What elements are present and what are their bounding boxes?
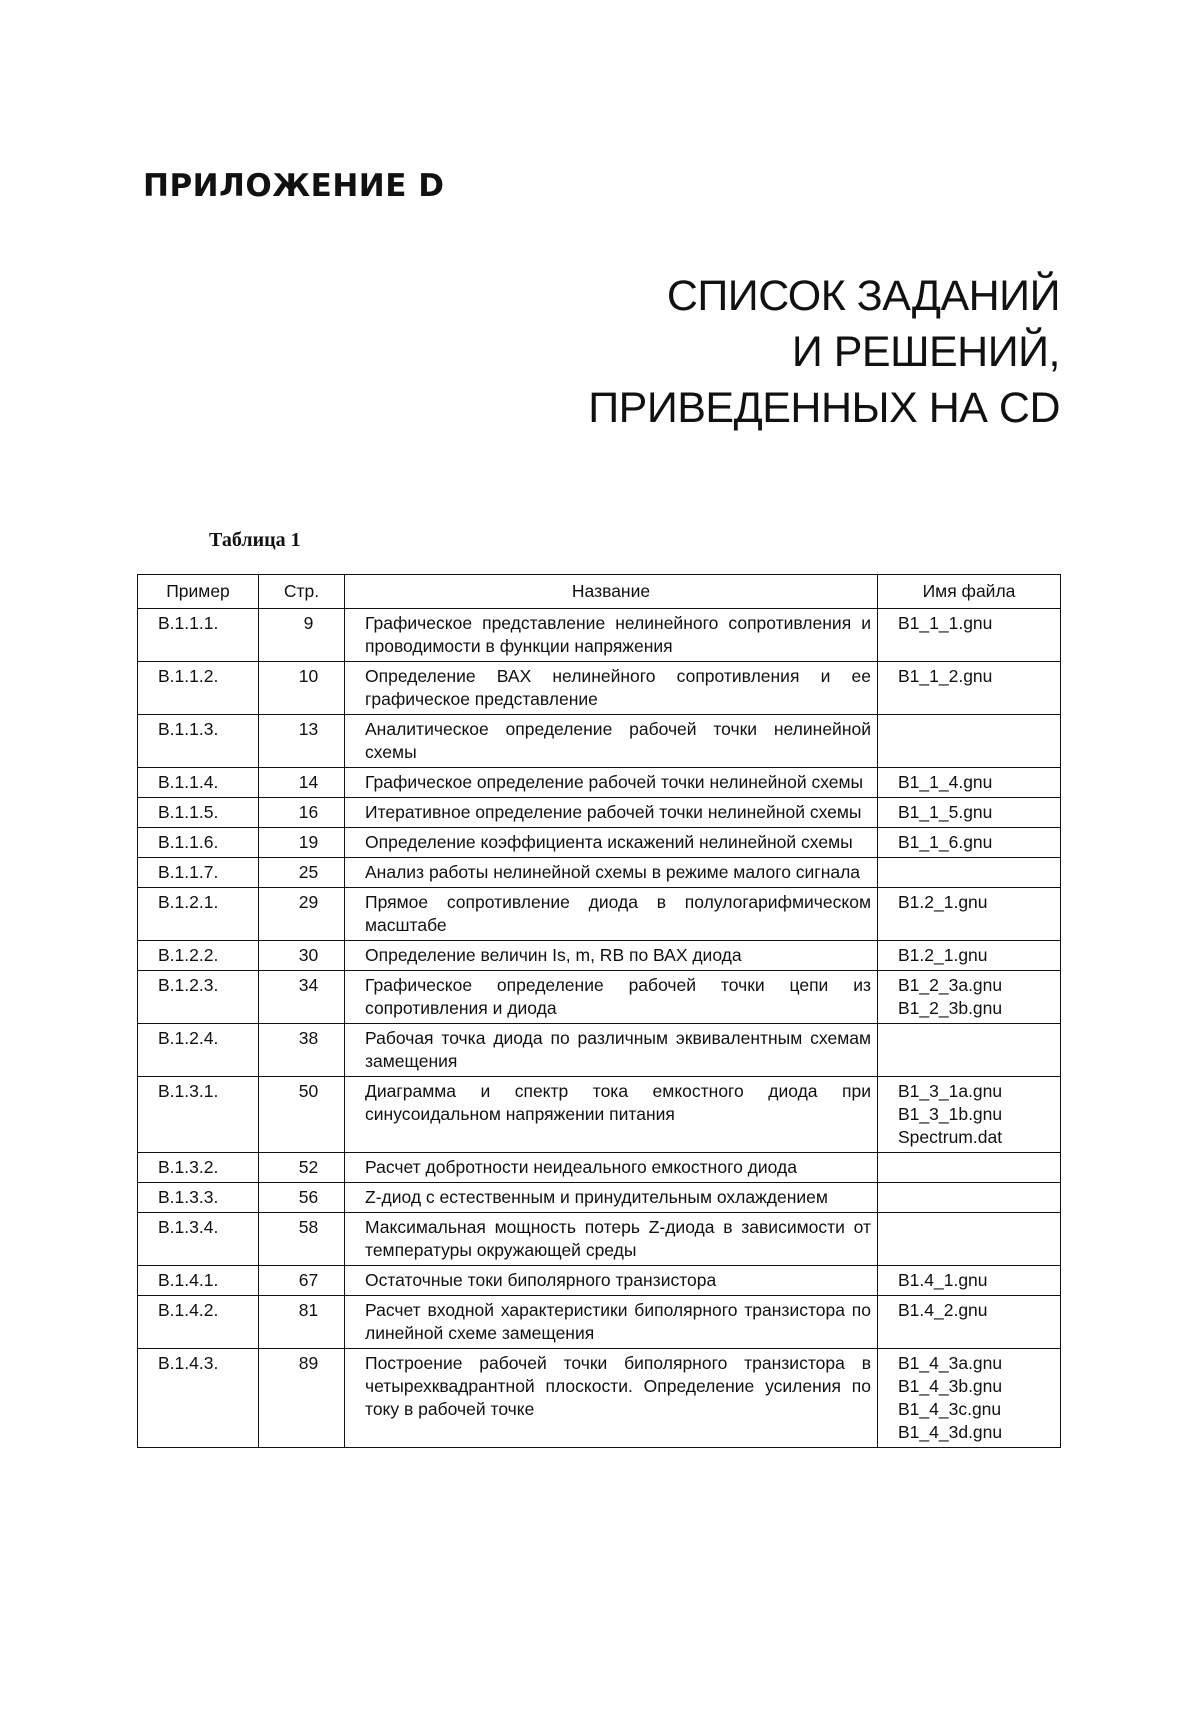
- cell-filename: [878, 1077, 1061, 1153]
- table-row: [138, 1213, 1061, 1266]
- cell-page: 16: [259, 798, 345, 828]
- cell-example: B.1.2.4.: [138, 1024, 259, 1077]
- header-example: Пример: [138, 575, 259, 609]
- cell-filename: [878, 1183, 1061, 1213]
- filename: B1_4_3b.gnu: [898, 1376, 1003, 1396]
- cell-example: B.1.1.3.: [138, 715, 259, 768]
- chapter-title: [588, 268, 1060, 436]
- cell-example: B.1.3.1.: [138, 1077, 259, 1153]
- filename: B1.4_1.gnu: [898, 1270, 988, 1290]
- cell-title: Z-диод с естественным и принудительным охлаждением: [345, 1183, 878, 1213]
- cell-filename: [878, 798, 1061, 828]
- cell-title: Максимальная мощность потерь Z-диода в зависимости от температуры окружающей среды: [345, 1213, 878, 1266]
- table-row: [138, 941, 1061, 971]
- cell-title: Расчет входной характеристики биполярного транзистора по линейной схеме замещения: [345, 1296, 878, 1349]
- cell-title: Остаточные токи биполярного транзистора: [345, 1266, 878, 1296]
- cell-page: 52: [259, 1153, 345, 1183]
- cell-page: 13: [259, 715, 345, 768]
- filename: B1_1_1.gnu: [898, 613, 993, 633]
- cell-page: 56: [259, 1183, 345, 1213]
- appendix-label: ПРИЛОЖЕНИЕ D: [143, 168, 445, 204]
- cell-filename: [878, 1153, 1061, 1183]
- cell-title: Определение коэффициента искажений нелинейной схемы: [345, 828, 878, 858]
- cell-example: B.1.1.4.: [138, 768, 259, 798]
- table-header-row: [138, 575, 1061, 609]
- table-row: [138, 828, 1061, 858]
- table-row: [138, 798, 1061, 828]
- cell-title: Прямое сопротивление диода в полулогарифмическом масштабе: [345, 888, 878, 941]
- header-filename: Имя файла: [878, 575, 1061, 609]
- cell-filename: [878, 941, 1061, 971]
- cell-title: Построение рабочей точки биполярного транзистора в четырехквадрантной плоскости. Определение усиления по току в рабочей точке: [345, 1349, 878, 1448]
- cell-page: 89: [259, 1349, 345, 1448]
- header-page: Стр.: [259, 575, 345, 609]
- cell-example: B.1.2.1.: [138, 888, 259, 941]
- cell-page: 81: [259, 1296, 345, 1349]
- cell-page: 58: [259, 1213, 345, 1266]
- cell-filename: [878, 888, 1061, 941]
- cell-example: B.1.1.6.: [138, 828, 259, 858]
- filename: B1_1_5.gnu: [898, 802, 993, 822]
- cell-example: B.1.3.2.: [138, 1153, 259, 1183]
- filename: B1_4_3d.gnu: [898, 1422, 1003, 1442]
- header-title: Название: [345, 575, 878, 609]
- table-body: [138, 609, 1061, 1448]
- cell-page: 34: [259, 971, 345, 1024]
- cell-page: 9: [259, 609, 345, 662]
- table-row: [138, 715, 1061, 768]
- cell-page: 29: [259, 888, 345, 941]
- cell-filename: [878, 1213, 1061, 1266]
- table-caption: Таблица 1: [209, 529, 301, 551]
- cell-title: Определение ВАХ нелинейного сопротивления и ее графическое представление: [345, 662, 878, 715]
- cell-page: 19: [259, 828, 345, 858]
- cell-example: B.1.4.2.: [138, 1296, 259, 1349]
- table-row: [138, 971, 1061, 1024]
- cell-title: Рабочая точка диода по различным эквивалентным схемам замещения: [345, 1024, 878, 1077]
- cell-filename: [878, 971, 1061, 1024]
- table-row: [138, 858, 1061, 888]
- cell-page: 25: [259, 858, 345, 888]
- cell-example: B.1.1.5.: [138, 798, 259, 828]
- cell-title: Итеративное определение рабочей точки нелинейной схемы: [345, 798, 878, 828]
- table-row: [138, 1024, 1061, 1077]
- cell-page: 38: [259, 1024, 345, 1077]
- cell-filename: [878, 1349, 1061, 1448]
- cell-example: B.1.4.3.: [138, 1349, 259, 1448]
- cell-example: B.1.3.4.: [138, 1213, 259, 1266]
- cell-title: Графическое определение рабочей точки нелинейной схемы: [345, 768, 878, 798]
- table-row: [138, 1077, 1061, 1153]
- chapter-title-line: И РЕШЕНИЙ,: [791, 328, 1060, 376]
- cell-page: 67: [259, 1266, 345, 1296]
- table-row: [138, 1183, 1061, 1213]
- cell-title: Анализ работы нелинейной схемы в режиме малого сигнала: [345, 858, 878, 888]
- filename: B1_3_1a.gnu: [898, 1081, 1003, 1101]
- filename: B1_4_3a.gnu: [898, 1353, 1003, 1373]
- filename: B1_2_3a.gnu: [898, 975, 1003, 995]
- cell-title: Определение величин Is, m, RB по ВАХ диода: [345, 941, 878, 971]
- filename: B1_1_4.gnu: [898, 772, 993, 792]
- cell-example: B.1.1.2.: [138, 662, 259, 715]
- cell-filename: [878, 609, 1061, 662]
- table-row: [138, 1349, 1061, 1448]
- filename: B1_2_3b.gnu: [898, 998, 1003, 1018]
- table-row: [138, 1153, 1061, 1183]
- filename: B1.2_1.gnu: [898, 892, 988, 912]
- cell-example: B.1.2.3.: [138, 971, 259, 1024]
- filename: B1_1_6.gnu: [898, 832, 993, 852]
- table-row: [138, 609, 1061, 662]
- filename: B1_3_1b.gnu: [898, 1104, 1003, 1124]
- cell-example: B.1.2.2.: [138, 941, 259, 971]
- cell-title: Аналитическое определение рабочей точки нелинейной схемы: [345, 715, 878, 768]
- cell-filename: [878, 858, 1061, 888]
- filename: B1_1_2.gnu: [898, 666, 993, 686]
- cell-example: B.1.1.1.: [138, 609, 259, 662]
- cell-title: Расчет добротности неидеального емкостного диода: [345, 1153, 878, 1183]
- table-row: [138, 662, 1061, 715]
- chapter-title-line: СПИСОК ЗАДАНИЙ: [666, 272, 1060, 320]
- table-row: [138, 1296, 1061, 1349]
- cell-example: B.1.3.3.: [138, 1183, 259, 1213]
- cell-filename: [878, 1024, 1061, 1077]
- cell-filename: [878, 768, 1061, 798]
- cell-filename: [878, 662, 1061, 715]
- cell-example: B.1.4.1.: [138, 1266, 259, 1296]
- cell-page: 14: [259, 768, 345, 798]
- filename: Spectrum.dat: [898, 1127, 1003, 1147]
- cell-page: 10: [259, 662, 345, 715]
- cell-filename: [878, 828, 1061, 858]
- cell-title: Диаграмма и спектр тока емкостного диода при синусоидальном напряжении питания: [345, 1077, 878, 1153]
- contents-table: [137, 574, 1061, 1448]
- filename: B1.4_2.gnu: [898, 1300, 988, 1320]
- table-row: [138, 768, 1061, 798]
- cell-filename: [878, 715, 1061, 768]
- cell-filename: [878, 1296, 1061, 1349]
- cell-title: Графическое определение рабочей точки цепи из сопротивления и диода: [345, 971, 878, 1024]
- table-row: [138, 1266, 1061, 1296]
- cell-page: 50: [259, 1077, 345, 1153]
- cell-filename: [878, 1266, 1061, 1296]
- cell-page: 30: [259, 941, 345, 971]
- filename: B1_4_3c.gnu: [898, 1399, 1002, 1419]
- cell-example: B.1.1.7.: [138, 858, 259, 888]
- table-row: [138, 888, 1061, 941]
- cell-title: Графическое представление нелинейного сопротивления и проводимости в функции напряжения: [345, 609, 878, 662]
- chapter-title-line: ПРИВЕДЕННЫХ НА CD: [588, 384, 1060, 432]
- filename: B1.2_1.gnu: [898, 945, 988, 965]
